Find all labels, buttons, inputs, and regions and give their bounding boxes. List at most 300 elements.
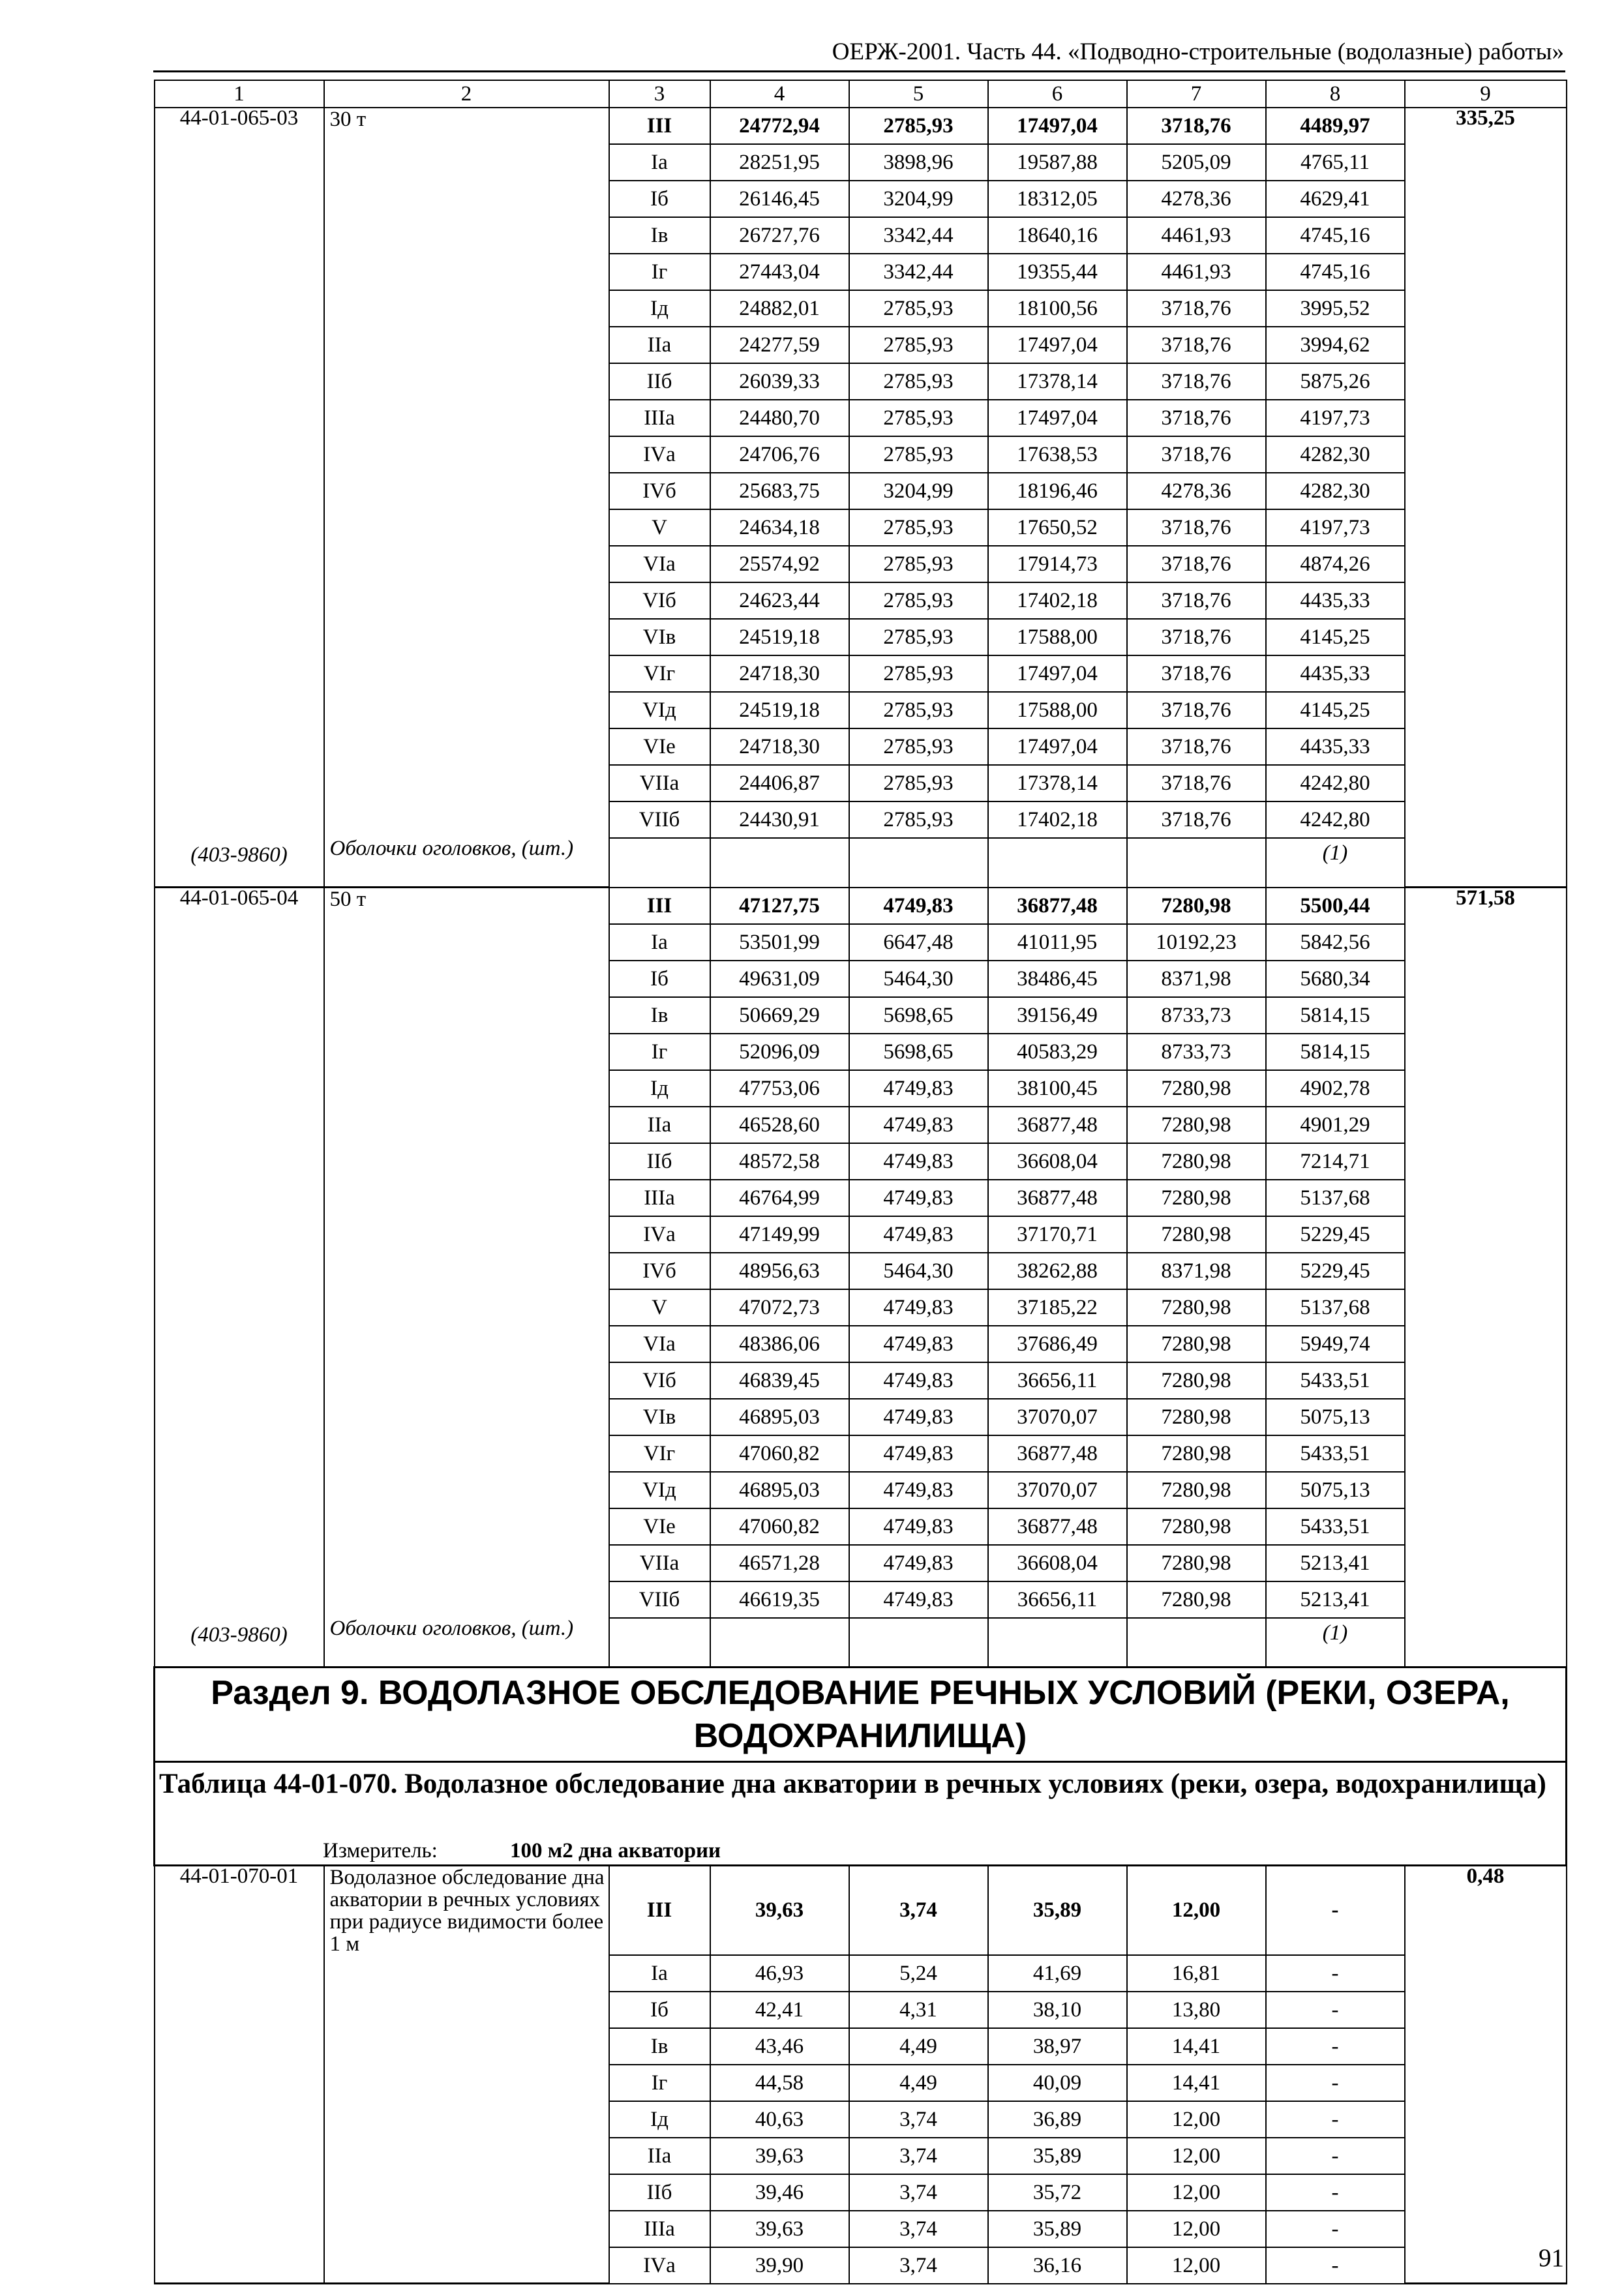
empty-cell — [1405, 728, 1567, 765]
table-row — [155, 997, 1567, 1034]
table-row — [155, 1289, 1567, 1326]
zone-cell: Iб — [609, 1992, 710, 2028]
value-cell: 46895,03 — [710, 1472, 849, 1508]
zone-cell: V — [609, 1289, 710, 1326]
table-row — [155, 1472, 1567, 1508]
value-cell: 36608,04 — [988, 1143, 1127, 1180]
value-cell: 6647,48 — [849, 924, 988, 961]
empty-cell — [324, 2028, 609, 2065]
empty-cell — [324, 290, 609, 327]
empty-cell — [1405, 400, 1567, 436]
table-row — [155, 400, 1567, 436]
table-row — [155, 1253, 1567, 1289]
empty-cell — [155, 692, 324, 728]
value-cell: 3718,76 — [1127, 400, 1266, 436]
material-row — [155, 838, 1567, 888]
table-row — [155, 2247, 1567, 2284]
column-number: 7 — [1127, 80, 1266, 108]
empty-cell — [155, 1253, 324, 1289]
value-cell: 4749,83 — [849, 1107, 988, 1143]
value-cell: 3718,76 — [1127, 692, 1266, 728]
empty-cell — [1405, 327, 1567, 363]
column-number: 5 — [849, 80, 988, 108]
value-cell: 7280,98 — [1127, 1180, 1266, 1216]
empty-cell — [155, 924, 324, 961]
value-cell: 5433,51 — [1266, 1362, 1405, 1399]
value-cell: 41,69 — [988, 1955, 1127, 1992]
empty-cell — [1405, 546, 1567, 582]
empty-cell — [1405, 1955, 1567, 1992]
value-cell: 3204,99 — [849, 181, 988, 217]
table-row — [155, 2101, 1567, 2138]
empty-cell — [324, 961, 609, 997]
value-cell: 7280,98 — [1127, 1289, 1266, 1326]
empty-cell — [155, 1180, 324, 1216]
empty-cell — [1405, 1399, 1567, 1435]
empty-cell — [1405, 2065, 1567, 2101]
value-cell: 3718,76 — [1127, 290, 1266, 327]
empty-cell — [1405, 1362, 1567, 1399]
value-cell: 40,09 — [988, 2065, 1127, 2101]
empty-cell — [155, 327, 324, 363]
value-cell: 4278,36 — [1127, 473, 1266, 509]
zone-cell: Iб — [609, 181, 710, 217]
empty-cell — [155, 1289, 324, 1326]
table-row — [155, 619, 1567, 655]
zone-cell: VIIб — [609, 801, 710, 838]
value-cell: 2785,93 — [849, 509, 988, 546]
value-cell: 27443,04 — [710, 254, 849, 290]
value-cell: 4745,16 — [1266, 254, 1405, 290]
value-cell: 3718,76 — [1127, 619, 1266, 655]
empty-cell — [324, 801, 609, 838]
value-cell: 26727,76 — [710, 217, 849, 254]
empty-cell — [324, 1143, 609, 1180]
value-cell: 18640,16 — [988, 217, 1127, 254]
zone-cell: Iа — [609, 924, 710, 961]
column-number-row — [155, 80, 1567, 108]
value-cell: 7280,98 — [1127, 1216, 1266, 1253]
value-cell: - — [1266, 2028, 1405, 2065]
empty-cell — [155, 2247, 324, 2284]
value-cell: 5213,41 — [1266, 1545, 1405, 1581]
value-cell: 12,00 — [1127, 2174, 1266, 2211]
value-cell: 3718,76 — [1127, 108, 1266, 144]
value-cell: 4197,73 — [1266, 509, 1405, 546]
empty-cell — [1405, 838, 1567, 888]
empty-cell — [324, 1253, 609, 1289]
value-cell: 19355,44 — [988, 254, 1127, 290]
measure-cell — [155, 1838, 1567, 1866]
value-cell: 4749,83 — [849, 1399, 988, 1435]
column-number: 1 — [155, 80, 324, 108]
value-cell: 47753,06 — [710, 1070, 849, 1107]
empty-cell — [324, 217, 609, 254]
empty-cell — [155, 1143, 324, 1180]
empty-cell — [1405, 924, 1567, 961]
value-cell: 5464,30 — [849, 1253, 988, 1289]
empty-cell — [324, 2211, 609, 2247]
value-cell: 4,49 — [849, 2028, 988, 2065]
empty-cell — [324, 582, 609, 619]
empty-cell — [155, 2065, 324, 2101]
value-cell: 39156,49 — [988, 997, 1127, 1034]
empty-cell — [324, 997, 609, 1034]
table-row — [155, 801, 1567, 838]
empty-cell — [1405, 1581, 1567, 1618]
value-cell: 5698,65 — [849, 1034, 988, 1070]
value-cell: 46764,99 — [710, 1180, 849, 1216]
empty-cell — [155, 2138, 324, 2174]
empty-cell — [324, 181, 609, 217]
value-cell: 41011,95 — [988, 924, 1127, 961]
empty-cell — [324, 2065, 609, 2101]
empty-cell — [155, 1399, 324, 1435]
empty-cell — [324, 144, 609, 181]
empty-cell — [155, 619, 324, 655]
value-cell: - — [1266, 2211, 1405, 2247]
zone-cell: IVа — [609, 436, 710, 473]
empty-cell — [155, 217, 324, 254]
zone-cell: IVа — [609, 2247, 710, 2284]
value-cell: 24519,18 — [710, 692, 849, 728]
value-cell: 14,41 — [1127, 2065, 1266, 2101]
zone-cell: VIг — [609, 1435, 710, 1472]
value-cell: 5814,15 — [1266, 997, 1405, 1034]
value-cell: 17497,04 — [988, 655, 1127, 692]
value-cell: 26146,45 — [710, 181, 849, 217]
value-cell: 39,63 — [710, 2211, 849, 2247]
table-row — [155, 2138, 1567, 2174]
rate-name: 30 т — [324, 108, 609, 144]
value-cell: 39,63 — [710, 2138, 849, 2174]
value-cell: 2785,93 — [849, 290, 988, 327]
table-row — [155, 1545, 1567, 1581]
value-cell: 2785,93 — [849, 801, 988, 838]
measure-value: 100 м2 дна акватории — [510, 1838, 721, 1863]
value-cell: 8371,98 — [1127, 1253, 1266, 1289]
empty-cell — [324, 924, 609, 961]
value-cell: 5433,51 — [1266, 1508, 1405, 1545]
value-cell: 36877,48 — [988, 1508, 1127, 1545]
value-cell: 36877,48 — [988, 1180, 1127, 1216]
value-cell: 12,00 — [1127, 2138, 1266, 2174]
table-row — [155, 692, 1567, 728]
zone-cell: Iд — [609, 1070, 710, 1107]
empty-cell — [155, 2211, 324, 2247]
value-cell: 4145,25 — [1266, 692, 1405, 728]
zone-cell: VIIа — [609, 765, 710, 801]
value-cell: 5,24 — [849, 1955, 988, 1992]
value-cell: 52096,09 — [710, 1034, 849, 1070]
value-cell: 46839,45 — [710, 1362, 849, 1399]
material-name: Оболочки оголовков, (шт.) — [324, 1618, 609, 1668]
value-cell: 4749,83 — [849, 1180, 988, 1216]
value-cell: 2785,93 — [849, 546, 988, 582]
zone-cell: V — [609, 509, 710, 546]
value-cell: 38486,45 — [988, 961, 1127, 997]
table-row — [155, 1865, 1567, 1955]
value-cell: 39,63 — [710, 1865, 849, 1955]
value-cell: 24519,18 — [710, 619, 849, 655]
value-cell: 4461,93 — [1127, 217, 1266, 254]
empty-cell — [324, 2138, 609, 2174]
value-cell: 17497,04 — [988, 108, 1127, 144]
value-cell: 47127,75 — [710, 888, 849, 924]
empty-cell — [1405, 655, 1567, 692]
value-cell: 12,00 — [1127, 2211, 1266, 2247]
value-cell: 4749,83 — [849, 1289, 988, 1326]
value-cell: 17402,18 — [988, 582, 1127, 619]
value-cell: 2785,93 — [849, 400, 988, 436]
value-cell: 47060,82 — [710, 1435, 849, 1472]
empty-cell — [324, 1545, 609, 1581]
empty-cell — [155, 509, 324, 546]
value-cell: 4278,36 — [1127, 181, 1266, 217]
value-cell: 36877,48 — [988, 1107, 1127, 1143]
table-row — [155, 961, 1567, 997]
value-cell: 17588,00 — [988, 619, 1127, 655]
table-row — [155, 1435, 1567, 1472]
table-row — [155, 1508, 1567, 1545]
value-cell: 2785,93 — [849, 619, 988, 655]
value-cell: 38,97 — [988, 2028, 1127, 2065]
empty-cell — [155, 1992, 324, 2028]
empty-cell — [324, 619, 609, 655]
empty-cell — [324, 1070, 609, 1107]
empty-cell — [155, 2028, 324, 2065]
value-cell: - — [1266, 1955, 1405, 1992]
value-cell: 4749,83 — [849, 1143, 988, 1180]
value-cell: 38,10 — [988, 1992, 1127, 2028]
value-cell: 3718,76 — [1127, 801, 1266, 838]
column-number: 6 — [988, 80, 1127, 108]
zone-cell: Iа — [609, 144, 710, 181]
value-cell: 2785,93 — [849, 765, 988, 801]
value-cell: 3718,76 — [1127, 655, 1266, 692]
zone-cell: IIIа — [609, 2211, 710, 2247]
empty-cell — [1405, 254, 1567, 290]
zone-cell: Iв — [609, 2028, 710, 2065]
table-row — [155, 2065, 1567, 2101]
empty-cell — [1405, 1472, 1567, 1508]
value-cell: 28251,95 — [710, 144, 849, 181]
zone-cell: VIв — [609, 619, 710, 655]
table-row — [155, 1143, 1567, 1180]
empty-cell — [1405, 1180, 1567, 1216]
value-cell: 49631,09 — [710, 961, 849, 997]
value-cell: 7280,98 — [1127, 1581, 1266, 1618]
value-cell: 4749,83 — [849, 1545, 988, 1581]
empty-cell — [324, 2174, 609, 2211]
value-cell: 4461,93 — [1127, 254, 1266, 290]
empty-cell — [1405, 363, 1567, 400]
value-cell: 17378,14 — [988, 765, 1127, 801]
empty-cell — [988, 838, 1127, 888]
empty-cell — [710, 1618, 849, 1668]
table-row — [155, 217, 1567, 254]
value-cell: 4435,33 — [1266, 582, 1405, 619]
table-row — [155, 290, 1567, 327]
empty-cell — [1405, 1034, 1567, 1070]
empty-cell — [324, 400, 609, 436]
value-cell: 39,90 — [710, 2247, 849, 2284]
value-cell: 18312,05 — [988, 181, 1127, 217]
table-row — [155, 728, 1567, 765]
zone-cell: Iг — [609, 1034, 710, 1070]
column-number: 8 — [1266, 80, 1405, 108]
empty-cell — [324, 1581, 609, 1618]
value-cell: 4435,33 — [1266, 728, 1405, 765]
table-row — [155, 655, 1567, 692]
zone-cell: VIа — [609, 1326, 710, 1362]
empty-cell — [324, 509, 609, 546]
value-cell: 24634,18 — [710, 509, 849, 546]
value-cell: 17650,52 — [988, 509, 1127, 546]
empty-cell — [1405, 692, 1567, 728]
empty-cell — [1405, 1545, 1567, 1581]
empty-cell — [849, 1618, 988, 1668]
value-cell: 43,46 — [710, 2028, 849, 2065]
empty-cell — [324, 1472, 609, 1508]
empty-cell — [155, 1508, 324, 1545]
empty-cell — [324, 1034, 609, 1070]
zone-cell: Iб — [609, 961, 710, 997]
zone-cell: III — [609, 1865, 710, 1955]
empty-cell — [324, 1326, 609, 1362]
value-cell: 5205,09 — [1127, 144, 1266, 181]
value-cell: 37070,07 — [988, 1399, 1127, 1435]
value-cell: 39,46 — [710, 2174, 849, 2211]
empty-cell — [155, 1472, 324, 1508]
zone-cell: IIб — [609, 363, 710, 400]
empty-cell — [1405, 1326, 1567, 1362]
empty-cell — [324, 1180, 609, 1216]
empty-cell — [1127, 838, 1266, 888]
table-row — [155, 1399, 1567, 1435]
rate-code: 44-01-065-04 — [155, 888, 324, 924]
empty-cell — [155, 1216, 324, 1253]
labor-value: 571,58 — [1405, 888, 1567, 924]
value-cell: 35,89 — [988, 2211, 1127, 2247]
empty-cell — [324, 254, 609, 290]
empty-cell — [155, 1581, 324, 1618]
empty-cell — [1405, 1435, 1567, 1472]
table-row — [155, 1107, 1567, 1143]
value-cell: 2785,93 — [849, 692, 988, 728]
empty-cell — [1405, 2138, 1567, 2174]
empty-cell — [324, 1289, 609, 1326]
empty-cell — [155, 2174, 324, 2211]
rate-code: 44-01-070-01 — [155, 1865, 324, 1955]
value-cell: 8733,73 — [1127, 997, 1266, 1034]
value-cell: 12,00 — [1127, 1865, 1266, 1955]
value-cell: 47060,82 — [710, 1508, 849, 1545]
value-cell: 4749,83 — [849, 1508, 988, 1545]
empty-cell — [1405, 436, 1567, 473]
table-row — [155, 144, 1567, 181]
value-cell: 40583,29 — [988, 1034, 1127, 1070]
value-cell: 2785,93 — [849, 436, 988, 473]
value-cell: 35,72 — [988, 2174, 1127, 2211]
value-cell: 4749,83 — [849, 1216, 988, 1253]
zone-cell: Iа — [609, 1955, 710, 1992]
value-cell: 3718,76 — [1127, 765, 1266, 801]
value-cell: 19587,88 — [988, 144, 1127, 181]
value-cell: 4629,41 — [1266, 181, 1405, 217]
value-cell: 4,31 — [849, 1992, 988, 2028]
value-cell: 37185,22 — [988, 1289, 1127, 1326]
section-title: Раздел 9. ВОДОЛАЗНОЕ ОБСЛЕДОВАНИЕ РЕЧНЫХ УСЛОВИЙ (РЕКИ, ОЗЕРА, ВОДОХРАНИЛИЩА) — [155, 1667, 1567, 1761]
empty-cell — [155, 1362, 324, 1399]
value-cell: 44,58 — [710, 2065, 849, 2101]
empty-cell — [155, 400, 324, 436]
empty-cell — [324, 1992, 609, 2028]
table-title: Таблица 44-01-070. Водолазное обследование дна акватории в речных условиях (реки, озера, водохранилища) — [155, 1761, 1567, 1838]
table-row — [155, 546, 1567, 582]
zone-cell: VIд — [609, 692, 710, 728]
value-cell: 47149,99 — [710, 1216, 849, 1253]
empty-cell — [155, 655, 324, 692]
value-cell: 25574,92 — [710, 546, 849, 582]
value-cell: 4282,30 — [1266, 436, 1405, 473]
empty-cell — [324, 473, 609, 509]
table-row — [155, 1034, 1567, 1070]
value-cell: 2785,93 — [849, 655, 988, 692]
value-cell: 3718,76 — [1127, 509, 1266, 546]
value-cell: 5500,44 — [1266, 888, 1405, 924]
empty-cell — [1405, 619, 1567, 655]
material-quantity: (1) — [1266, 1618, 1405, 1668]
empty-cell — [1405, 473, 1567, 509]
empty-cell — [1405, 1618, 1567, 1668]
value-cell: 5229,45 — [1266, 1253, 1405, 1289]
zone-cell: III — [609, 888, 710, 924]
table-row — [155, 582, 1567, 619]
value-cell: 4145,25 — [1266, 619, 1405, 655]
empty-cell — [710, 838, 849, 888]
value-cell: 17378,14 — [988, 363, 1127, 400]
value-cell: 12,00 — [1127, 2247, 1266, 2284]
empty-cell — [1405, 290, 1567, 327]
value-cell: 4282,30 — [1266, 473, 1405, 509]
table-row — [155, 1362, 1567, 1399]
value-cell: 4901,29 — [1266, 1107, 1405, 1143]
value-cell: 26039,33 — [710, 363, 849, 400]
value-cell: 7280,98 — [1127, 1399, 1266, 1435]
empty-cell — [155, 1955, 324, 1992]
empty-cell — [1405, 2174, 1567, 2211]
table-row — [155, 108, 1567, 144]
empty-cell — [1405, 144, 1567, 181]
value-cell: 4749,83 — [849, 1472, 988, 1508]
empty-cell — [1405, 765, 1567, 801]
table-row — [155, 363, 1567, 400]
empty-cell — [155, 765, 324, 801]
value-cell: 18196,46 — [988, 473, 1127, 509]
value-cell: 3,74 — [849, 2101, 988, 2138]
value-cell: - — [1266, 2065, 1405, 2101]
zone-cell: VIб — [609, 582, 710, 619]
empty-cell — [155, 363, 324, 400]
value-cell: 3994,62 — [1266, 327, 1405, 363]
empty-cell — [1405, 961, 1567, 997]
zone-cell: VIд — [609, 1472, 710, 1508]
value-cell: 3,74 — [849, 2174, 988, 2211]
value-cell: - — [1266, 2247, 1405, 2284]
value-cell: 16,81 — [1127, 1955, 1266, 1992]
value-cell: 4745,16 — [1266, 217, 1405, 254]
